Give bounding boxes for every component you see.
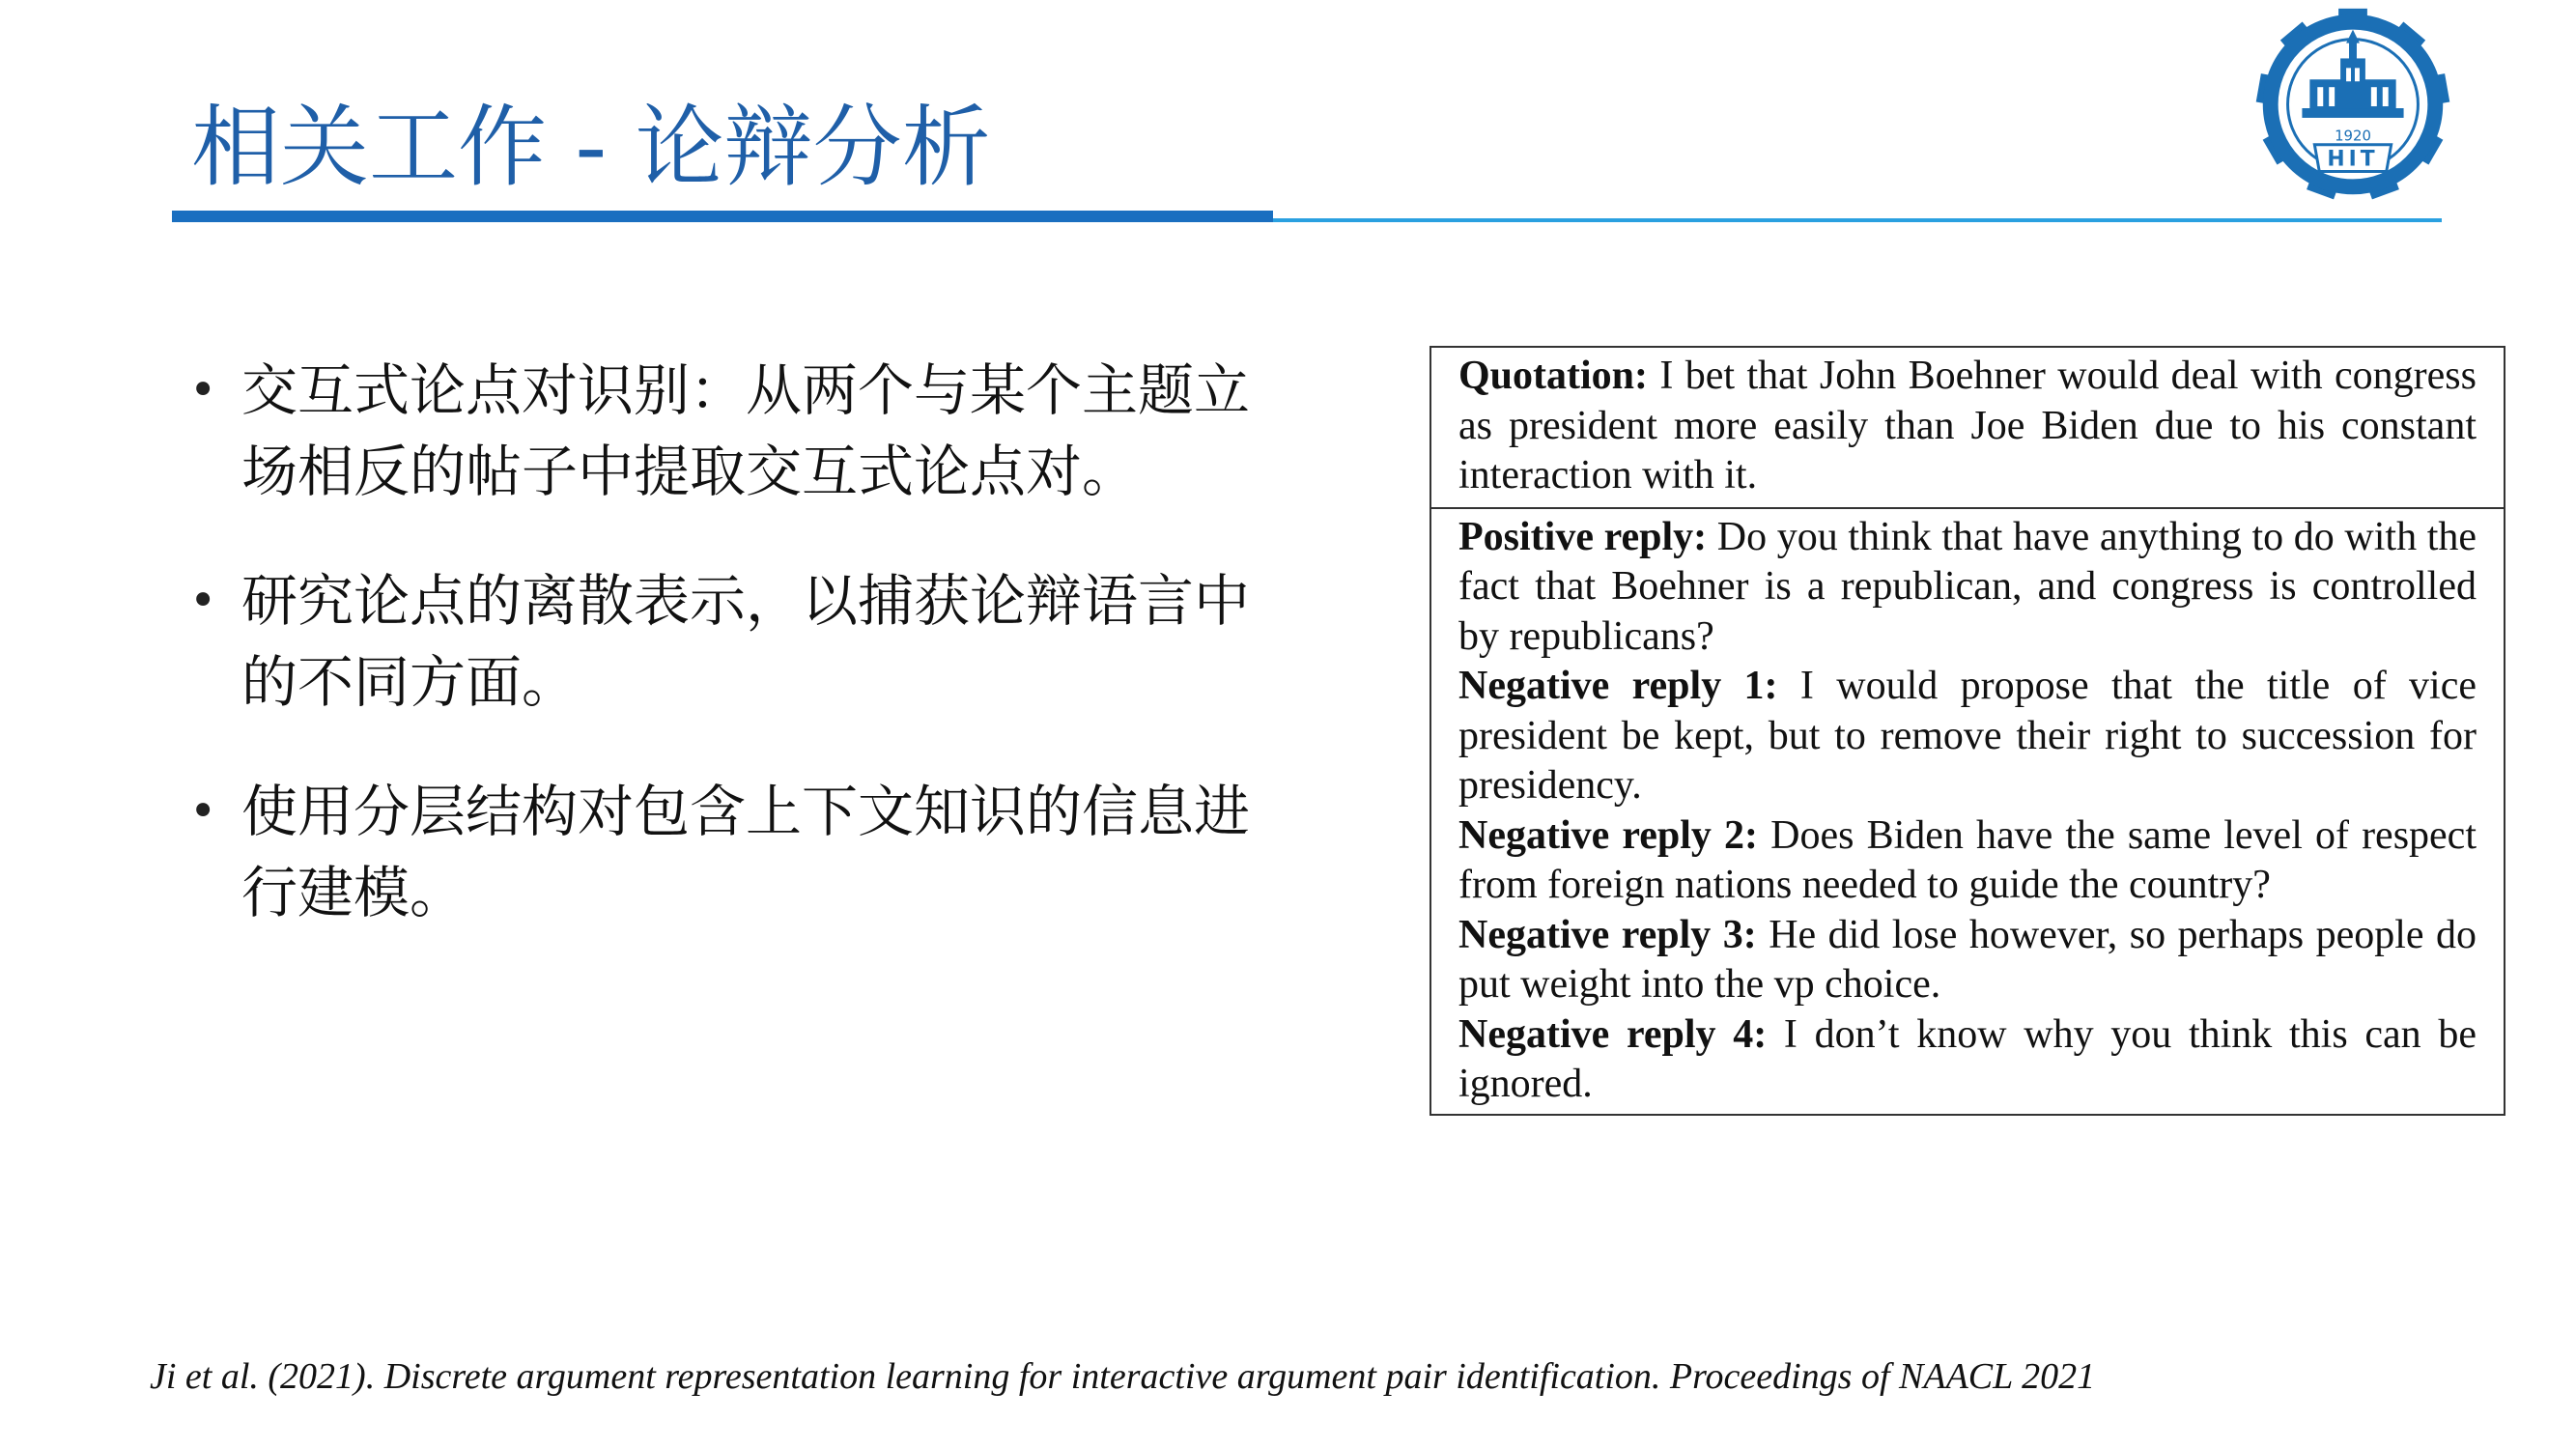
reply-entry xyxy=(1458,811,2477,911)
reply-label: Negative reply 1: xyxy=(1458,664,1778,708)
reply-entry xyxy=(1458,662,2477,811)
bullet-list xyxy=(184,350,1294,981)
quotation-entry xyxy=(1458,352,2477,501)
title-underline-primary xyxy=(172,211,1273,222)
reply-entry xyxy=(1458,911,2477,1010)
bullet-text: 交互式论点对识别：从两个与某个主题立场相反的帖子中提取交互式论点对。 xyxy=(241,357,1251,504)
reply-label: Negative reply 4: xyxy=(1458,1011,1768,1057)
bullet-dot-icon: • xyxy=(189,784,217,838)
logo-year: 1920 xyxy=(2335,127,2371,145)
slide-title: 相关工作 - 论辩分析 xyxy=(191,96,991,199)
citation: Ji et al. (2021). Discrete argument representation learning for interactive argument pair identification. Proceedings of NAACL 2021 xyxy=(150,1356,2096,1397)
replies-cell xyxy=(1431,509,2504,1114)
reply-label: Negative reply 3: xyxy=(1458,912,1757,957)
quotation-label: Quotation: xyxy=(1458,354,1649,398)
reply-entry xyxy=(1458,1010,2477,1110)
bullet-item xyxy=(184,350,1294,512)
reply-text: I would propose that the title of vice president be kept, but to remove their right to succession for presidency. xyxy=(1458,664,2477,808)
quotation-text: I bet that John Boehner would deal with congress as president more easily than Joe Biden due to his constant interaction with it. xyxy=(1458,354,2477,497)
quotation-cell xyxy=(1431,348,2504,509)
bullet-item xyxy=(184,560,1294,723)
bullet-text: 使用分层结构对包含上下文知识的信息进行建模。 xyxy=(241,779,1251,925)
bullet-text: 研究论点的离散表示，以捕获论辩语言中的不同方面。 xyxy=(241,568,1251,715)
reply-label: Positive reply: xyxy=(1458,514,1708,559)
logo-name: HIT xyxy=(2327,147,2379,172)
bullet-dot-icon: • xyxy=(189,363,217,417)
reply-text: He did lose however, so perhaps people do put weight into the vp choice. xyxy=(1458,912,2477,1007)
reply-text: Does Biden have the same level of respect from foreign nations needed to guide the country? xyxy=(1458,812,2477,907)
reply-entry xyxy=(1458,513,2477,663)
university-logo xyxy=(2233,0,2473,222)
reply-label: Negative reply 2: xyxy=(1458,812,1759,858)
argument-example-box xyxy=(1430,346,2505,1116)
reply-text: I don’t know why you think this can be ignored. xyxy=(1458,1011,2477,1106)
bullet-dot-icon: • xyxy=(189,574,217,628)
reply-text: Do you think that have anything to do with the fact that Boehner is a republican, and congress is controlled by republicans? xyxy=(1458,514,2477,659)
bullet-item xyxy=(184,771,1294,933)
